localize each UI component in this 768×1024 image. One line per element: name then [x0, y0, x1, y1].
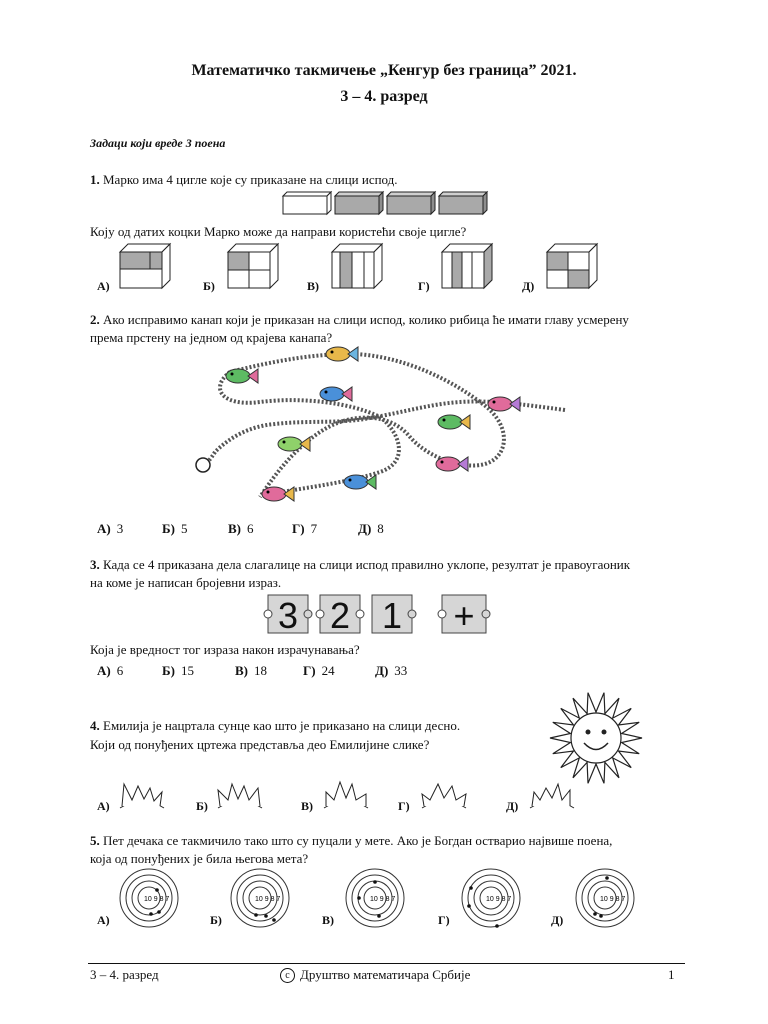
brick-white: [283, 192, 331, 214]
q3-answer-c[interactable]: В) 18: [235, 663, 267, 678]
cube-option-e[interactable]: [545, 242, 599, 290]
bricks-illustration: [282, 190, 502, 216]
fish-6: [278, 437, 310, 451]
sun-fragment-option-e[interactable]: [528, 780, 576, 810]
rope-fish-illustration: [190, 342, 570, 512]
question-4-line2: Који од понуђених цртежа представља део Емилијине слике?: [90, 737, 430, 752]
sun-fragment-option-b[interactable]: [216, 780, 264, 810]
cube-option-a[interactable]: [118, 242, 172, 290]
target-score-labels: 10 9 8 7: [486, 896, 512, 903]
target-option-a[interactable]: [119, 868, 179, 928]
q2-answer-d[interactable]: Г) 7: [292, 521, 318, 536]
hit-mark: [373, 880, 377, 884]
hit-mark: [593, 912, 597, 916]
hit-mark: [467, 904, 471, 908]
puzzle-pieces: [262, 592, 502, 636]
q1-option-b-label[interactable]: Б): [203, 279, 215, 293]
puzzle-piece-2-text: 2: [329, 595, 351, 636]
question-4-line1: 4. Емилија је нацртала сунце као што је приказано на слици десно.: [90, 718, 461, 733]
brick-gray-3: [439, 192, 487, 214]
q4-option-e-label[interactable]: Д): [506, 799, 519, 813]
hit-mark: [264, 914, 268, 918]
hit-mark: [469, 886, 473, 890]
question-3-line2: на коме је написан бројевни израз.: [90, 575, 282, 590]
fish-7: [436, 457, 468, 471]
q1-option-e-label[interactable]: Д): [522, 279, 535, 293]
q4-option-c-label[interactable]: В): [301, 799, 313, 813]
q1-option-d-label[interactable]: Г): [418, 279, 430, 293]
q2-answer-c[interactable]: В) 6: [228, 521, 254, 536]
question-1-prompt: Коју од датих коцки Марко може да направи користећи своје цигле?: [90, 224, 467, 239]
rope-segment: [220, 372, 399, 494]
ring: [196, 458, 210, 472]
q2-answer-b[interactable]: Б) 5: [162, 521, 188, 536]
hit-mark: [377, 914, 381, 918]
sun-picture: [548, 690, 644, 786]
sun-fragment-option-c[interactable]: [322, 780, 370, 810]
cube-option-c[interactable]: [330, 242, 384, 290]
copyright-icon: c: [280, 968, 295, 983]
page-number: 1: [668, 967, 675, 982]
cube-option-b[interactable]: [226, 242, 280, 290]
q5-option-b-label[interactable]: Б): [210, 913, 222, 927]
question-2-line2: према прстену на једном од крајева канапа?: [90, 330, 333, 345]
question-1-text: 1. Марко има 4 цигле које су приказане на слици испод.: [90, 172, 398, 187]
q3-answer-e[interactable]: Д) 33: [375, 663, 408, 678]
target-score-labels: 10 9 8 7: [600, 896, 626, 903]
hit-mark: [495, 924, 499, 928]
sun-fragment-option-a[interactable]: [118, 780, 166, 810]
footer-grade: 3 – 4. разред: [90, 967, 159, 982]
question-3-prompt: Која је вредност тог израза након израчунавања?: [90, 642, 360, 657]
fish-2: [326, 347, 358, 361]
hit-mark: [155, 888, 159, 892]
grade-subtitle: 3 – 4. разред: [340, 88, 428, 105]
fish-1: [226, 369, 258, 383]
q5-option-c-label[interactable]: В): [322, 913, 334, 927]
fish-4: [488, 397, 520, 411]
question-3-line1: 3. Када се 4 приказана дела слагалице на слици испод правилно уклопе, резултат је правоугаоник: [90, 557, 631, 572]
hit-mark: [149, 912, 153, 916]
target-option-e[interactable]: [575, 868, 635, 928]
q4-option-a-label[interactable]: А): [97, 799, 110, 813]
q5-option-e-label[interactable]: Д): [551, 913, 564, 927]
question-2-line1: 2. Ако исправимо канап који је приказан на слици испод, колико рибица ће имати главу усмерену: [90, 312, 629, 327]
rope-segment: [215, 401, 565, 452]
q3-answer-b[interactable]: Б) 15: [162, 663, 194, 678]
hit-mark: [599, 914, 603, 918]
q1-option-c-label[interactable]: В): [307, 279, 319, 293]
q2-answer-e[interactable]: Д) 8: [358, 521, 384, 536]
fish-9: [262, 487, 294, 501]
target-score-labels: 10 9 8 7: [255, 896, 281, 903]
footer-publisher: c Друштво математичара Србије: [280, 967, 470, 983]
q5-option-d-label[interactable]: Г): [438, 913, 450, 927]
hit-mark: [157, 910, 161, 914]
page-title: Математичко такмичење „Кенгур без граница” 2021.: [191, 62, 577, 79]
hit-mark: [254, 913, 258, 917]
sun-icon: [550, 693, 642, 784]
q3-answer-a[interactable]: А) 6: [97, 663, 124, 678]
brick-gray-2: [387, 192, 435, 214]
target-score-labels: 10 9 8 7: [144, 896, 170, 903]
q3-answer-d[interactable]: Г) 24: [303, 663, 335, 678]
q4-option-d-label[interactable]: Г): [398, 799, 410, 813]
q4-option-b-label[interactable]: Б): [196, 799, 208, 813]
fish-5: [438, 415, 470, 429]
puzzle-piece-4-text: +: [453, 595, 475, 636]
fish-3: [320, 387, 352, 401]
hit-mark: [605, 876, 609, 880]
q2-answer-a[interactable]: А) 3: [97, 521, 124, 536]
puzzle-piece-3-text: 1: [381, 595, 403, 636]
sun-fragment-option-d[interactable]: [420, 780, 468, 810]
footer-divider: [88, 963, 685, 964]
target-option-c[interactable]: [345, 868, 405, 928]
hit-mark: [272, 918, 276, 922]
cube-option-d[interactable]: [440, 242, 494, 290]
brick-gray-1: [335, 192, 383, 214]
question-5-line1: 5. Пет дечака се такмичило тако што су пуцали у мете. Ако је Богдан остварио највише поена,: [90, 833, 613, 848]
target-option-d[interactable]: [461, 868, 521, 928]
section-title: Задаци који вреде 3 поена: [90, 136, 226, 150]
hit-mark: [357, 896, 361, 900]
puzzle-piece-1-text: 3: [277, 595, 299, 636]
q5-option-a-label[interactable]: А): [97, 913, 110, 927]
fish-8: [344, 475, 376, 489]
q1-option-a-label[interactable]: А): [97, 279, 110, 293]
target-score-labels: 10 9 8 7: [370, 896, 396, 903]
target-option-b[interactable]: [230, 868, 290, 928]
question-5-line2: која од понуђених је била његова мета?: [90, 851, 309, 866]
